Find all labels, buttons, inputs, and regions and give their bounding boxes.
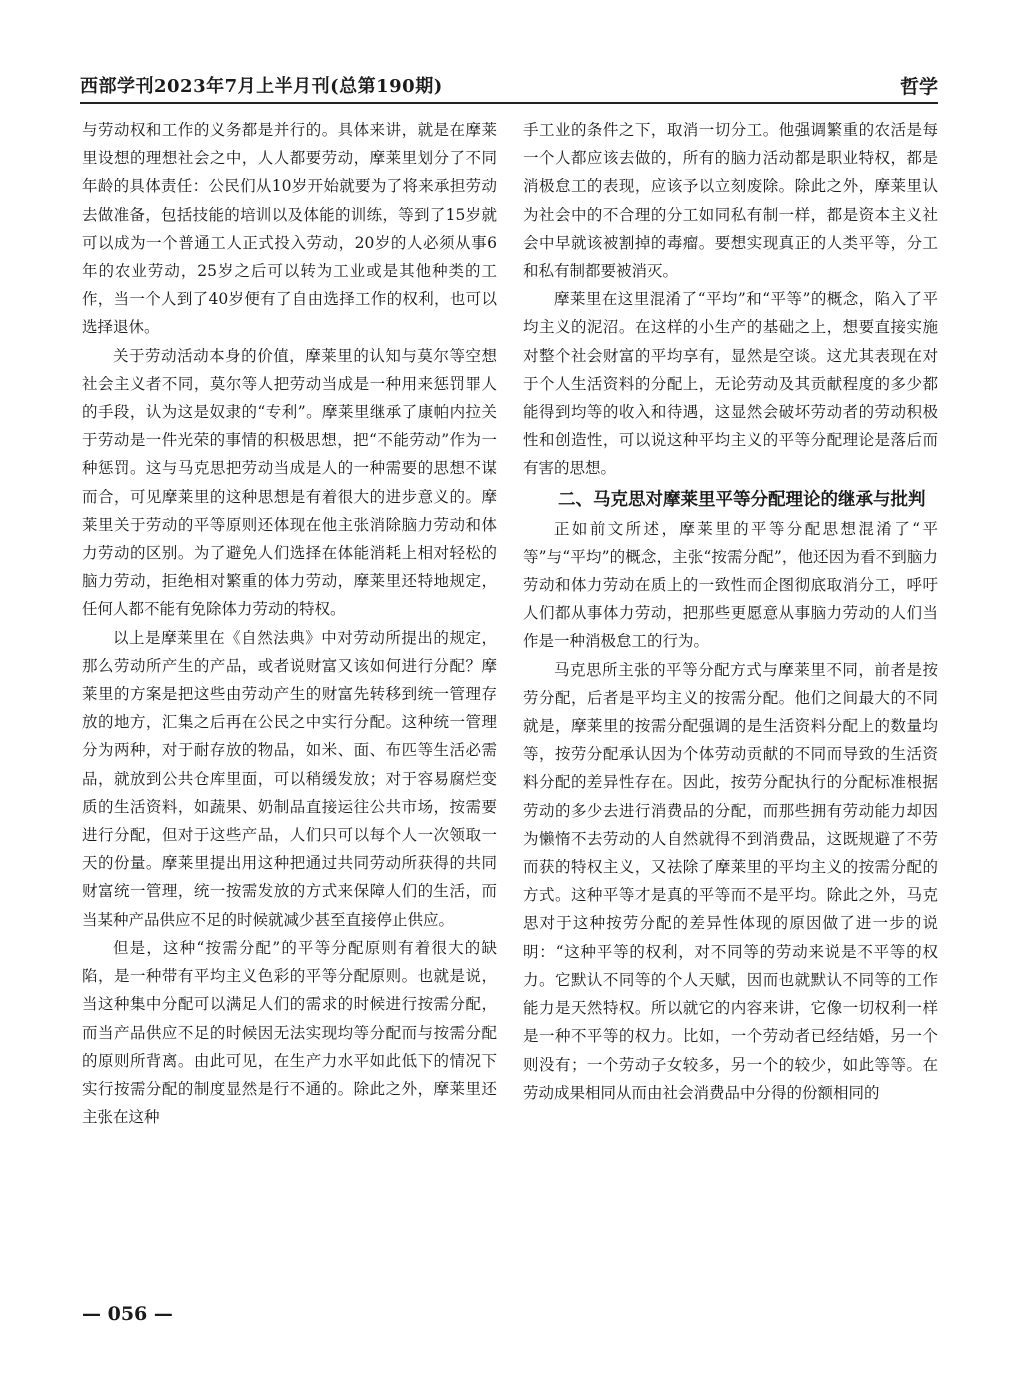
paragraph: 但是，这种“按需分配”的平等分配原则有着很大的缺陷，是一种带有平均主义色彩的平等分配原则。也就是说，当这种集中分配可以满足人们的需求的时候进行按需分配，而当产品供应不足的时候因无法实现均等分配而与按需分配的原则所背离。由此可见，在生产力水平如此低下的情况下实行按需分配的制度显然是行不通的。除此之外，摩莱里还主张在这种	[82, 938, 497, 1127]
paragraph: 与劳动权和工作的义务都是并行的。具体来讲，就是在摩莱里设想的理想社会之中，人人都要劳动，摩莱里划分了不同年龄的具体责任：公民们从10岁开始就要为了将来承担劳动去做准备，包括技能的培训以及体能的训练，等到了15岁就可以成为一个普通工人正式投入劳动，20岁的人必须从事6年的农业劳动，25岁之后可以转为工业或是其他种类的工作，当一个人到了40岁便有了自由选择工作的权利，也可以选择退休。	[82, 121, 497, 337]
paragraph: 正如前文所述，摩莱里的平等分配思想混淆了“平等”与“平均”的概念，主张“按需分配”，他还因为看不到脑力劳动和体力劳动在质上的一致性而企图彻底取消分工，呼吁人们都从事体力劳动，把那些更愿意从事脑力劳动的人们当作是一种消极怠工的行为。	[523, 519, 938, 651]
paragraph: 马克思所主张的平等分配方式与摩莱里不同，前者是按劳分配，后者是平均主义的按需分配。他们之间最大的不同就是，摩莱里的按需分配强调的是生活资料分配上的数量均等，按劳分配承认因为个体劳动贡献的不同而导致的生活资料分配的差异性存在。因此，按劳分配执行的分配标准根据劳动的多少去进行消费品的分配，而那些拥有劳动能力却因为懒惰不去劳动的人自然就得不到消费品，这既规避了不劳而获的特权主义，又祛除了摩莱里的平均主义的按需分配的方式。这种平等才是真的平等而不是平均。除此之外，马克思对于这种按劳分配的差异性体现的原因做了进一步的说明：“这种平等的权利，对不同等的劳动来说是不平等的权力。它默认不同等的个人天赋，因而也就默认不同等的工作能力是天然特权。所以就它的内容来讲，它像一切权利一样是一种不平等的权力。比如，一个劳动者已经结婚，另一个则没有；一个劳动子女较多，另一个的较少，如此等等。在劳动成果相同从而由社会消费品中分得的份额相同的	[523, 660, 938, 1102]
section-label: 哲学	[899, 76, 938, 98]
paragraph: 以上是摩莱里在《自然法典》中对劳动所提出的规定，那么劳动所产生的产品，或者说财富又该如何进行分配？摩莱里的方案是把这些由劳动产生的财富先转移到统一管理存放的地方，汇集之后再在公民之中实行分配。这种统一管理分为两种，对于耐存放的物品，如米、面、布匹等生活必需品，就放到公共仓库里面，可以稍缓发放；对于容易腐烂变质的生活资料，如蔬果、奶制品直接运往公共市场，按需要进行分配，但对于这些产品，人们只可以每个人一次领取一天的份量。摩莱里提出用这种把通过共同劳动所获得的共同财富统一管理，统一按需发放的方式来保障人们的生活，而当某种产品供应不足的时候就减少甚至直接停止供应。	[82, 628, 497, 929]
section-heading: 二、马克思对摩莱里平等分配理论的继承与批判	[558, 489, 926, 510]
running-header	[80, 70, 938, 104]
right-column	[523, 116, 938, 1296]
journal-title: 西部学刊2023年7月上半月刊(总第190期)	[80, 76, 443, 97]
left-column	[82, 116, 497, 1296]
page-number: — 056 —	[82, 1303, 173, 1325]
paragraph: 关于劳动活动本身的价值，摩莱里的认知与莫尔等空想社会主义者不同，莫尔等人把劳动当成是一种用来惩罚罪人的手段，认为这是奴隶的“专利”。摩莱里继承了康帕内拉关于劳动是一件光荣的事情的积极思想，把“不能劳动”作为一种惩罚。这与马克思把劳动当成是人的一种需要的思想不谋而合，可见摩莱里的这种思想是有着很大的进步意义的。摩莱里关于劳动的平等原则还体现在他主张消除脑力劳动和体力劳动的区别。为了避免人们选择在体能消耗上相对轻松的脑力劳动，拒绝相对繁重的体力劳动，摩莱里还特地规定，任何人都不能有免除体力劳动的特权。	[82, 346, 497, 619]
paragraph: 手工业的条件之下，取消一切分工。他强调繁重的农活是每一个人都应该去做的，所有的脑力活动都是职业特权，都是消极怠工的表现，应该予以立刻废除。除此之外，摩莱里认为社会中的不合理的分工如同私有制一样，都是资本主义社会中早就该被割掉的毒瘤。要想实现真正的人类平等，分工和私有制都要被消灭。	[523, 121, 938, 281]
paragraph: 摩莱里在这里混淆了“平均”和“平等”的概念，陷入了平均主义的泥沼。在这样的小生产的基础之上，想要直接实施对整个社会财富的平均享有，显然是空谈。这尤其表现在对于个人生活资料的分配上，无论劳动及其贡献程度的多少都能得到均等的收入和待遇，这显然会破坏劳动者的劳动积极性和创造性，可以说这种平均主义的平等分配理论是落后而有害的思想。	[523, 290, 938, 478]
